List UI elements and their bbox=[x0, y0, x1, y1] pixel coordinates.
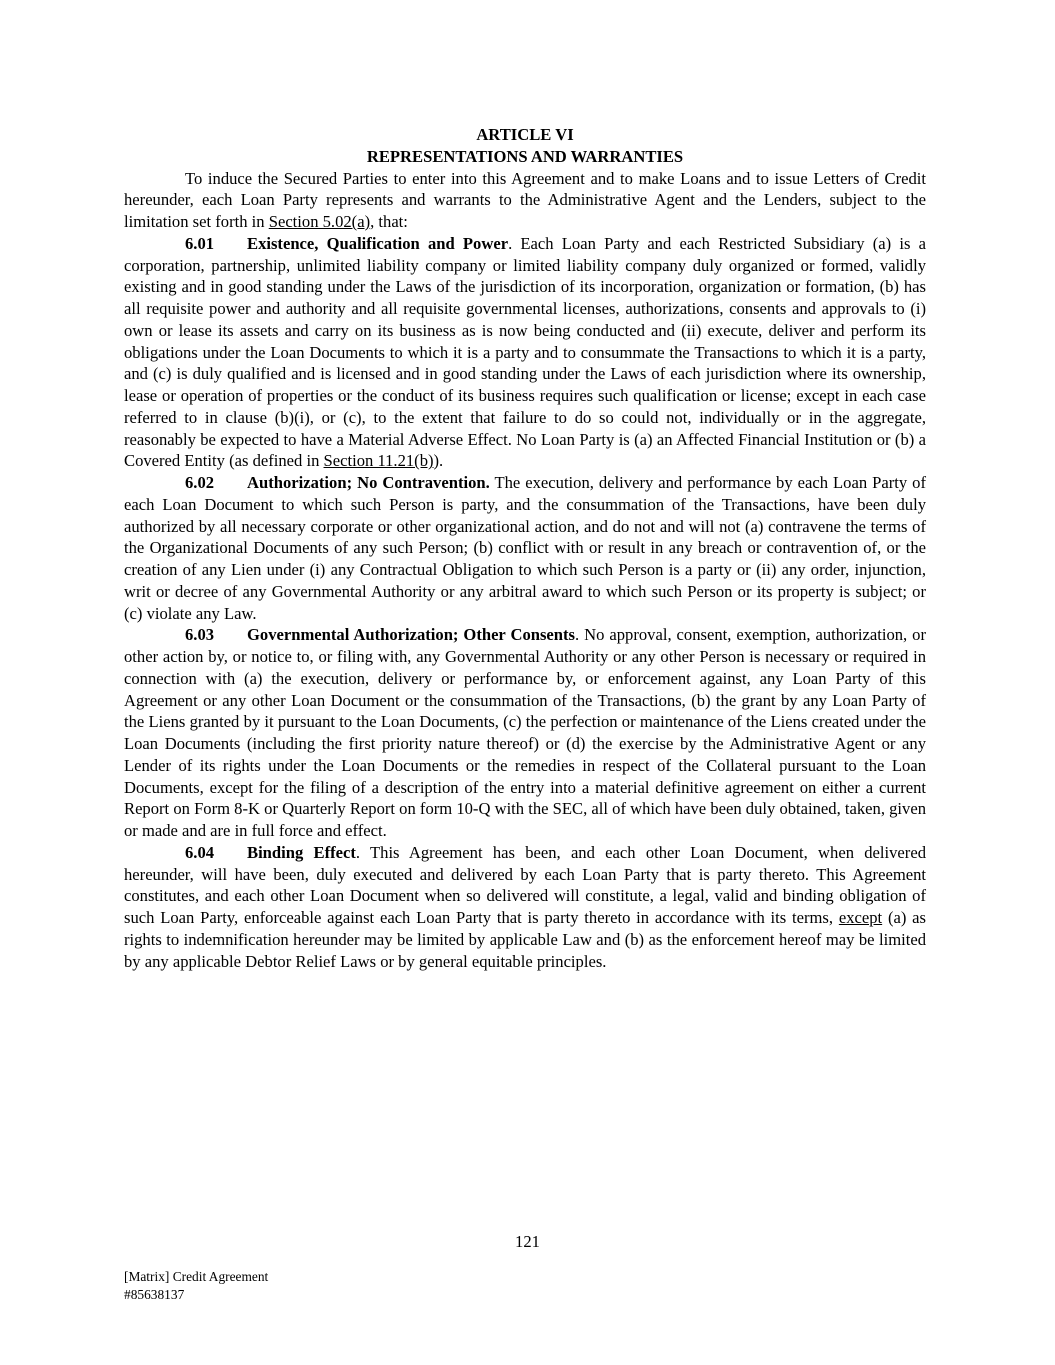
section-number: 6.04 bbox=[185, 842, 215, 862]
section-number: 6.02 bbox=[185, 473, 215, 493]
section-number: 6.03 bbox=[185, 625, 215, 645]
intro-text: To induce the Secured Parties to enter into this Agreement and to make Loans and to issue Letters of Credit hereunder, each Loan Party represents and warrants to the Administrative Agent and the Lenders, subject to the limitation set forth in bbox=[124, 168, 926, 232]
section-text: No approval, consent, exemption, authorization, or other action by, or notice to, or filing with, any Governmental Authority or any other Person is necessary or required in connection with (a) the execution, delivery or performance by, or enforcement against, any Loan Party of this Agreement or any other Loan Document or the consummation of the Transactions, (b) the grant by any Loan Party of the Liens granted by it pursuant to the Loan Documents, (c) the perfection or maintenance of the Liens created under the Loan Documents (including the first priority nature thereof) or (d) the exercise by the Administrative Agent or any Lender of its rights under the Loan Documents or the remedies in respect of the Collateral pursuant to the Loan Documents, except for the filing of a description of the entry into a material definitive agreement on either a current Report on Form 8-K or Quarterly Report on form 10-Q with the SEC, all of which have been duly obtained, taken, given or made and are in full force and effect. bbox=[124, 625, 926, 841]
section-title: Existence, Qualification and Power bbox=[247, 233, 509, 253]
section-text: The execution, delivery and performance by each Loan Party of each Loan Document to which such Person is party, and the consummation of the Transactions, have been duly authorized by all necessary corporate or other organizational action, and do not and will not (a) contravene the terms of the Organizational Documents of any such Person; (b) conflict with or result in any breach or contravention of, or the creation of any Lien under (i) any Contractual Obligation to which such Person is a party or (ii) any order, injunction, writ or decree of any Governmental Authority or any arbitral award to which such Person or its property is subject; or (c) violate any Law. bbox=[124, 473, 926, 623]
section-number: 6.01 bbox=[185, 233, 215, 253]
section-6-04 bbox=[124, 842, 926, 973]
section-6-03 bbox=[124, 624, 926, 842]
article-title: REPRESENTATIONS AND WARRANTIES bbox=[366, 146, 684, 166]
article-number: ARTICLE VI bbox=[476, 125, 574, 144]
footer-document-title: [Matrix] Credit Agreement bbox=[124, 1269, 269, 1284]
except-emphasis: except bbox=[838, 908, 883, 928]
section-6-02 bbox=[124, 472, 926, 624]
footer-document-id: #85638137 bbox=[124, 1286, 185, 1302]
section-title: Authorization; No Contravention. bbox=[247, 473, 490, 493]
document-footer bbox=[124, 1268, 268, 1303]
section-6-01 bbox=[124, 233, 926, 472]
section-title-punct: . bbox=[355, 842, 371, 862]
section-reference-link[interactable]: Section 11.21(b) bbox=[323, 451, 434, 471]
section-title-punct: . bbox=[508, 233, 521, 253]
section-text-end: (a) as rights to indemnification hereunder may be limited by applicable Law and (b) as the enforcement hereof may be limited by any applicable Debtor Relief Laws or by general equitable principles. bbox=[124, 908, 926, 971]
page-number: 121 bbox=[515, 1232, 540, 1251]
section-title: Governmental Authorization; Other Consents bbox=[247, 625, 576, 645]
section-reference-link[interactable]: Section 5.02(a) bbox=[268, 212, 371, 232]
section-text: Each Loan Party and each Restricted Subsidiary (a) is a corporation, partnership, unlimited liability company or limited liability company duly organized or formed, validly existing and in good standing under the Laws of the jurisdiction of its incorporation, organization or formation, (b) has all requisite power and authority and all requisite governmental licenses, authorizations, consents and approvals to (i) own or lease its assets and carry on its business as is now being conducted and (ii) execute, deliver and perform its obligations under the Loan Documents to which it is a party and to consummate the Transactions to which it is a party, and (c) is duly qualified and is licensed and in good standing under the Laws of each jurisdiction where its ownership, lease or operation of properties or the conduct of its business requires such qualification or license; except in each case referred to in clause (b)(i), or (c), to the extent that failure to do so could not, individually or in the aggregate, reasonably be expected to have a Material Adverse Effect. No Loan Party is (a) an Affected Financial Institution or (b) a Covered Entity (as defined in bbox=[124, 233, 927, 471]
section-title: Binding Effect bbox=[247, 842, 356, 862]
section-title-punct: . bbox=[575, 625, 585, 645]
document-page bbox=[124, 124, 926, 972]
intro-text-end: , that: bbox=[370, 212, 408, 232]
section-text-end: ). bbox=[433, 451, 444, 471]
intro-paragraph bbox=[124, 168, 926, 233]
section-text: This Agreement has been, and each other Loan Document, when delivered hereunder, will have been, duly executed and delivered by each Loan Party that is party thereto. This Agreement constitutes, and each other Loan Document when so delivered will constitute, a legal, valid and binding obligation of such Loan Party, enforceable against each Loan Party that is party thereto in accordance with its terms, bbox=[124, 842, 926, 928]
